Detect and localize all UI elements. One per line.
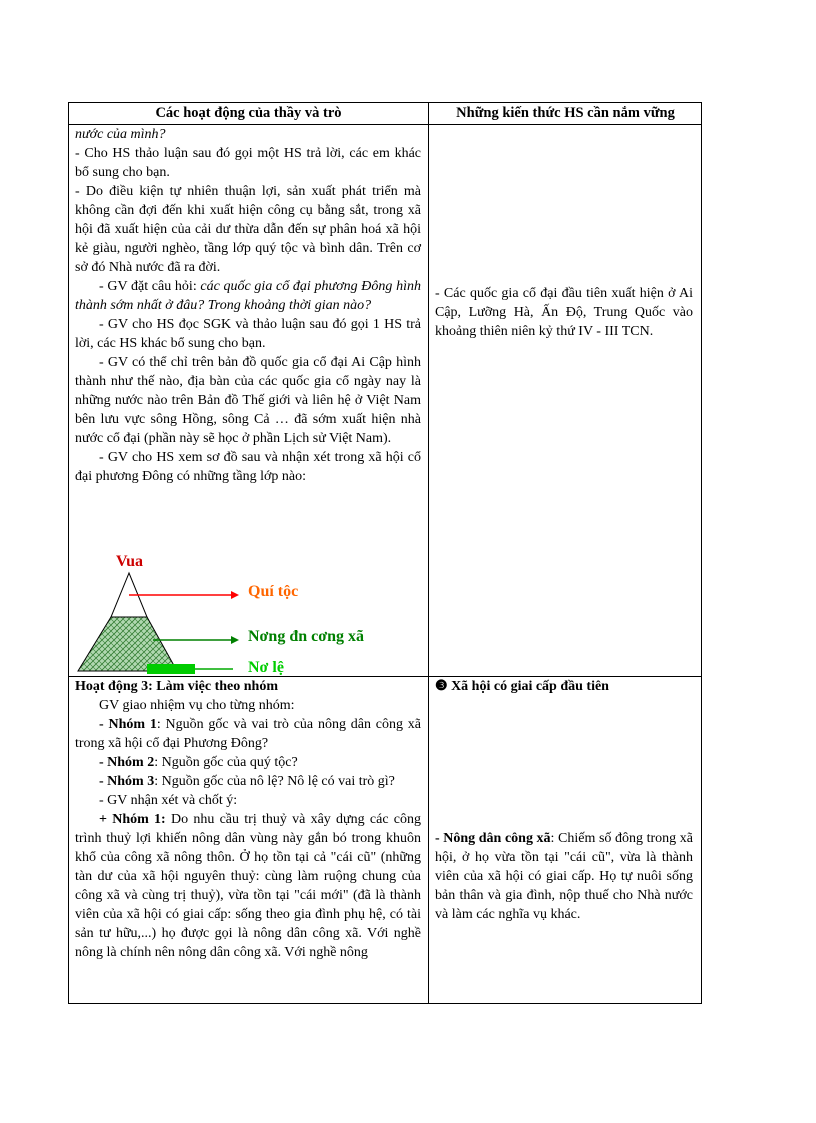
text-paragraph: - GV cho HS xem sơ đồ sau và nhận xét trong xã hội cổ đại phương Đông có những tầng lớp nào: <box>75 450 421 484</box>
group-answer <box>75 810 421 962</box>
group-label: - Nhóm 2 <box>99 755 155 770</box>
row1-left-cell <box>75 125 421 486</box>
group-text: : Nguồn gốc và vai trò của nông dân công xã trong xã hội cổ đại Phương Đông? <box>75 717 421 751</box>
text-paragraph: nước của mình? <box>75 127 166 142</box>
label-slaves: Nơ lệ <box>248 659 284 676</box>
knowledge-text: - Các quốc gia cổ đại đầu tiên xuất hiện ở Ai Cập, Lưỡng Hà, Ấn Độ, Trung Quốc vào khoảng thiên niên kỷ thứ IV - III TCN. <box>435 286 693 339</box>
group-task <box>75 772 421 791</box>
answer-label: + Nhóm 1: <box>99 812 166 827</box>
section-title-text: Xã hội có giai cấp đầu tiên <box>447 679 609 694</box>
pyramid-middle <box>78 617 177 671</box>
header-left: Các hoạt động của thầy và trò <box>155 105 342 121</box>
group-label: - Nhóm 3 <box>99 774 155 789</box>
activity-title: Hoạt động 3: Làm việc theo nhóm <box>75 679 278 694</box>
number-three-icon: ❸ <box>435 679 448 694</box>
group-task <box>75 715 421 753</box>
label-nobles: Quí tộc <box>248 583 299 600</box>
question-paragraph <box>75 277 421 315</box>
group-text: : Nguồn gốc của nô lệ? Nô lệ có vai trò gì? <box>154 774 395 789</box>
arrow-head <box>231 591 239 599</box>
row2-right-cell <box>435 677 693 924</box>
arrow-head <box>231 636 239 644</box>
term-label: - Nông dân công xã <box>435 831 551 846</box>
row1-right-cell <box>435 284 693 341</box>
group-label: - Nhóm 1 <box>99 717 157 732</box>
text-paragraph: GV giao nhiệm vụ cho từng nhóm: <box>99 698 295 713</box>
label-king: Vua <box>116 553 143 570</box>
row2-left-cell <box>75 677 421 962</box>
question-italic: các quốc gia cổ đại phương Đông hình thành sớm nhất ở đâu? Trong khoảng thời gian nào? <box>75 279 421 313</box>
text-paragraph: - GV có thể chỉ trên bản đồ quốc gia cổ đại Ai Cập hình thành như thế nào, địa bàn của các quốc gia cổ ngày nay là những nước nào trên Bản đồ Thế giới và liên hệ ở Việt Nam bên lưu vực sông Hồng, sông Cả … đã sớm xuất hiện nhà nước cổ đại (phần này sẽ học ở phần Lịch sử Việt Nam). <box>75 355 421 446</box>
text-paragraph: - GV nhận xét và chốt ý: <box>99 793 238 808</box>
group-text: : Nguồn gốc của quý tộc? <box>154 755 298 770</box>
text-paragraph: - Do điều kiện tự nhiên thuận lợi, sản xuất phát triển mà không cần đợi đến khi xuất hiện công cụ bằng sắt, trong xã hội đã xuất hiện của cải dư thừa dẫn đến sự phân hoá xã hội kẻ giàu, người nghèo, tầng lớp quý tộc và bình dân. Trên cơ sở đó Nhà nước đã ra đời. <box>75 184 421 275</box>
lesson-table <box>68 102 702 1004</box>
knowledge-text <box>435 829 693 924</box>
text-paragraph: - Cho HS thảo luận sau đó gọi một HS trả lời, các em khác bổ sung cho bạn. <box>75 146 421 180</box>
term-text: : Chiếm số đông trong xã hội, ở họ vừa tồn tại "cái cũ", vừa là thành viên của xã hội có giai cấp. Họ tự nuôi sống bản thân và gia đình, nộp thuế cho Nhà nước và làm các nghĩa vụ khác. <box>435 831 693 922</box>
social-pyramid-diagram <box>69 547 428 677</box>
header-right: Những kiến thức HS cần nắm vững <box>456 105 675 121</box>
label-peasants: Nơng đn cơng xã <box>248 628 364 645</box>
text-span: - GV đặt câu hỏi: <box>99 279 201 294</box>
column-divider <box>428 103 429 1003</box>
section-title <box>435 677 693 696</box>
answer-text: Do nhu cầu trị thuỷ và xây dựng các công trình thuỷ lợi khiến nông dân vùng này gắn bó trong khuôn khổ của công xã nông thôn. Ở họ tồn tại cả "cái cũ" (những tàn dư của xã hội nguyên thuỷ: cùng làm ruộng chung của công xã và cùng trị thuỷ), vừa tồn tại "cái mới" (đã là thành viên của xã hội có giai cấp: sống theo gia đình phụ hệ, có tài sản tư hữu,...) họ được gọi là nông dân công xã. Với nghề nông là chính nên nông dân công xã. Với nghề nông <box>75 812 421 960</box>
pyramid-base <box>147 664 195 674</box>
text-paragraph: - GV cho HS đọc SGK và thảo luận sau đó gọi 1 HS trả lời, các HS khác bổ sung cho bạn. <box>75 317 421 351</box>
group-task <box>75 753 421 772</box>
